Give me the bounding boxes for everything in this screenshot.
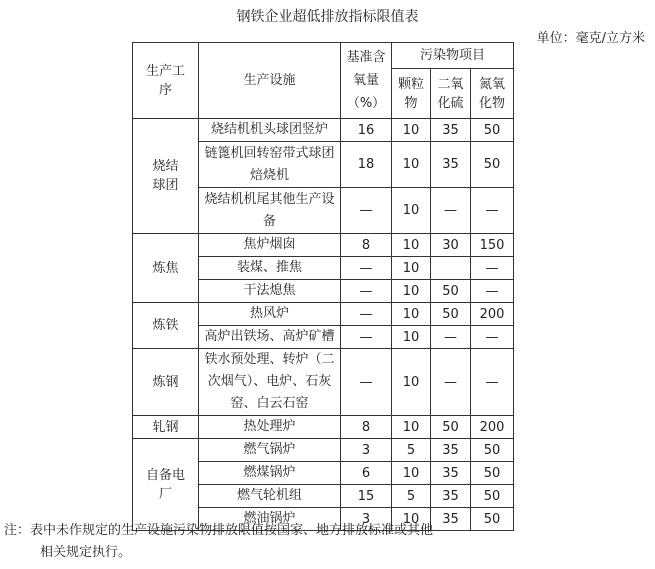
oxygen-cell: 8 <box>341 234 392 257</box>
oxygen-cell: 15 <box>341 485 392 508</box>
so2-cell: 35 <box>431 485 471 508</box>
so2-cell: 35 <box>431 462 471 485</box>
oxygen-cell: — <box>341 303 392 326</box>
oxygen-cell: 8 <box>341 416 392 439</box>
process-cell <box>133 349 199 416</box>
so2-cell: 50 <box>431 416 471 439</box>
table-title: 钢铁企业超低排放指标限值表 <box>236 9 419 25</box>
facility-cell: 烧结机机尾其他生产设备 <box>199 188 341 234</box>
header-facility: 生产设施 <box>199 43 341 119</box>
facility-cell: 装煤、推焦 <box>199 257 341 280</box>
process-line2: 球团 <box>152 178 179 193</box>
oxygen-cell: 18 <box>341 142 392 188</box>
table-body <box>133 43 514 531</box>
facility-cell: 燃油锅炉 <box>199 508 341 531</box>
header-nox-line1: 氮氧 <box>479 76 506 92</box>
facility-cell: 燃煤锅炉 <box>199 462 341 485</box>
pm-cell: 10 <box>392 303 431 326</box>
footnote <box>4 520 433 564</box>
footnote-line2: 相关规定执行。 <box>40 545 132 560</box>
facility-cell: 烧结机机头球团竖炉 <box>199 119 341 142</box>
process-line1: 自备电 <box>145 467 185 483</box>
process-cell <box>133 439 199 531</box>
nox-cell: 50 <box>471 485 514 508</box>
pm-cell: 10 <box>392 234 431 257</box>
nox-cell: 50 <box>471 439 514 462</box>
nox-cell: — <box>471 257 514 280</box>
pm-cell: 10 <box>392 257 431 280</box>
nox-cell: 150 <box>471 234 514 257</box>
process-line1: 炼铁 <box>152 318 179 333</box>
header-process <box>133 43 199 119</box>
so2-cell: 35 <box>431 508 471 531</box>
nox-cell: 200 <box>471 416 514 439</box>
so2-cell <box>431 257 471 280</box>
facility-cell: 燃气轮机组 <box>199 485 341 508</box>
oxygen-cell: — <box>341 188 392 234</box>
header-so2 <box>431 69 471 119</box>
header-nox-line2: 化物 <box>479 95 506 111</box>
table-row <box>133 234 514 257</box>
oxygen-cell: 3 <box>341 508 392 531</box>
footnote-line1: 注：表中未作规定的生产设施污染物排放限值按国家、地方排放标准或其他 <box>4 523 434 538</box>
table-row <box>133 303 514 326</box>
header-row-1 <box>133 43 514 69</box>
pm-cell: 5 <box>392 439 431 462</box>
header-pollutants: 污染物项目 <box>392 43 514 69</box>
pm-cell: 10 <box>392 142 431 188</box>
facility-cell: 焦炉烟囱 <box>199 234 341 257</box>
pm-cell: 10 <box>392 462 431 485</box>
pm-cell: 10 <box>392 188 431 234</box>
oxygen-cell: 3 <box>341 439 392 462</box>
nox-cell: — <box>471 280 514 303</box>
table-row <box>133 416 514 439</box>
unit-label: 单位：毫克/立方米 <box>536 31 645 46</box>
so2-cell: — <box>431 349 471 416</box>
nox-cell: — <box>471 326 514 349</box>
process-line1: 炼焦 <box>152 260 179 276</box>
header-oxygen-line2: 氧量 <box>352 73 379 88</box>
nox-cell: 50 <box>471 508 514 531</box>
header-oxygen <box>341 43 392 119</box>
header-pm <box>392 69 431 119</box>
so2-cell: 50 <box>431 303 471 326</box>
header-process-line2: 序 <box>158 82 172 98</box>
facility-cell: 热处理炉 <box>199 416 341 439</box>
pm-cell: 5 <box>392 485 431 508</box>
so2-cell: 35 <box>431 119 471 142</box>
so2-cell: 35 <box>431 439 471 462</box>
facility-cell: 高炉出铁场、高炉矿槽 <box>199 326 341 349</box>
header-pm-line2: 物 <box>404 95 418 111</box>
table-row <box>133 439 514 462</box>
emission-limits-table <box>132 42 514 531</box>
so2-cell: 50 <box>431 280 471 303</box>
pm-cell: 10 <box>392 349 431 416</box>
header-so2-line1: 二氧 <box>437 76 464 92</box>
facility-cell: 干法熄焦 <box>199 280 341 303</box>
pm-cell: 10 <box>392 416 431 439</box>
so2-cell: — <box>431 188 471 234</box>
process-line1: 烧结 <box>152 159 179 174</box>
pm-cell: 10 <box>392 508 431 531</box>
so2-cell: — <box>431 326 471 349</box>
table-row <box>133 349 514 416</box>
nox-cell: 200 <box>471 303 514 326</box>
nox-cell: — <box>471 349 514 416</box>
process-cell <box>133 303 199 349</box>
header-nox <box>471 69 514 119</box>
facility-cell: 链篦机回转窑带式球团焙烧机 <box>199 142 341 188</box>
nox-cell: — <box>471 188 514 234</box>
so2-cell: 30 <box>431 234 471 257</box>
table-row <box>133 119 514 142</box>
process-line2: 厂 <box>158 486 172 502</box>
pm-cell: 10 <box>392 326 431 349</box>
process-line1: 炼钢 <box>152 374 179 390</box>
pm-cell: 10 <box>392 119 431 142</box>
facility-cell: 铁水预处理、转炉（二次烟气）、电炉、石灰窑、白云石窑 <box>199 349 341 416</box>
process-cell <box>133 234 199 303</box>
nox-cell: 50 <box>471 142 514 188</box>
process-cell <box>133 119 199 234</box>
facility-cell: 热风炉 <box>199 303 341 326</box>
pm-cell: 10 <box>392 280 431 303</box>
oxygen-cell: — <box>341 257 392 280</box>
header-pm-line1: 颗粒 <box>397 76 424 92</box>
nox-cell: 50 <box>471 462 514 485</box>
process-cell <box>133 416 199 439</box>
oxygen-cell: — <box>341 349 392 416</box>
oxygen-cell: 6 <box>341 462 392 485</box>
header-so2-line2: 化硫 <box>437 95 464 111</box>
header-process-line1: 生产工 <box>145 63 185 79</box>
oxygen-cell: — <box>341 280 392 303</box>
oxygen-cell: — <box>341 326 392 349</box>
facility-cell: 燃气锅炉 <box>199 439 341 462</box>
nox-cell: 50 <box>471 119 514 142</box>
so2-cell: 35 <box>431 142 471 188</box>
oxygen-cell: 16 <box>341 119 392 142</box>
process-line1: 轧钢 <box>152 419 179 435</box>
header-oxygen-line3: （%） <box>346 96 386 111</box>
header-oxygen-line1: 基准含 <box>346 50 386 65</box>
